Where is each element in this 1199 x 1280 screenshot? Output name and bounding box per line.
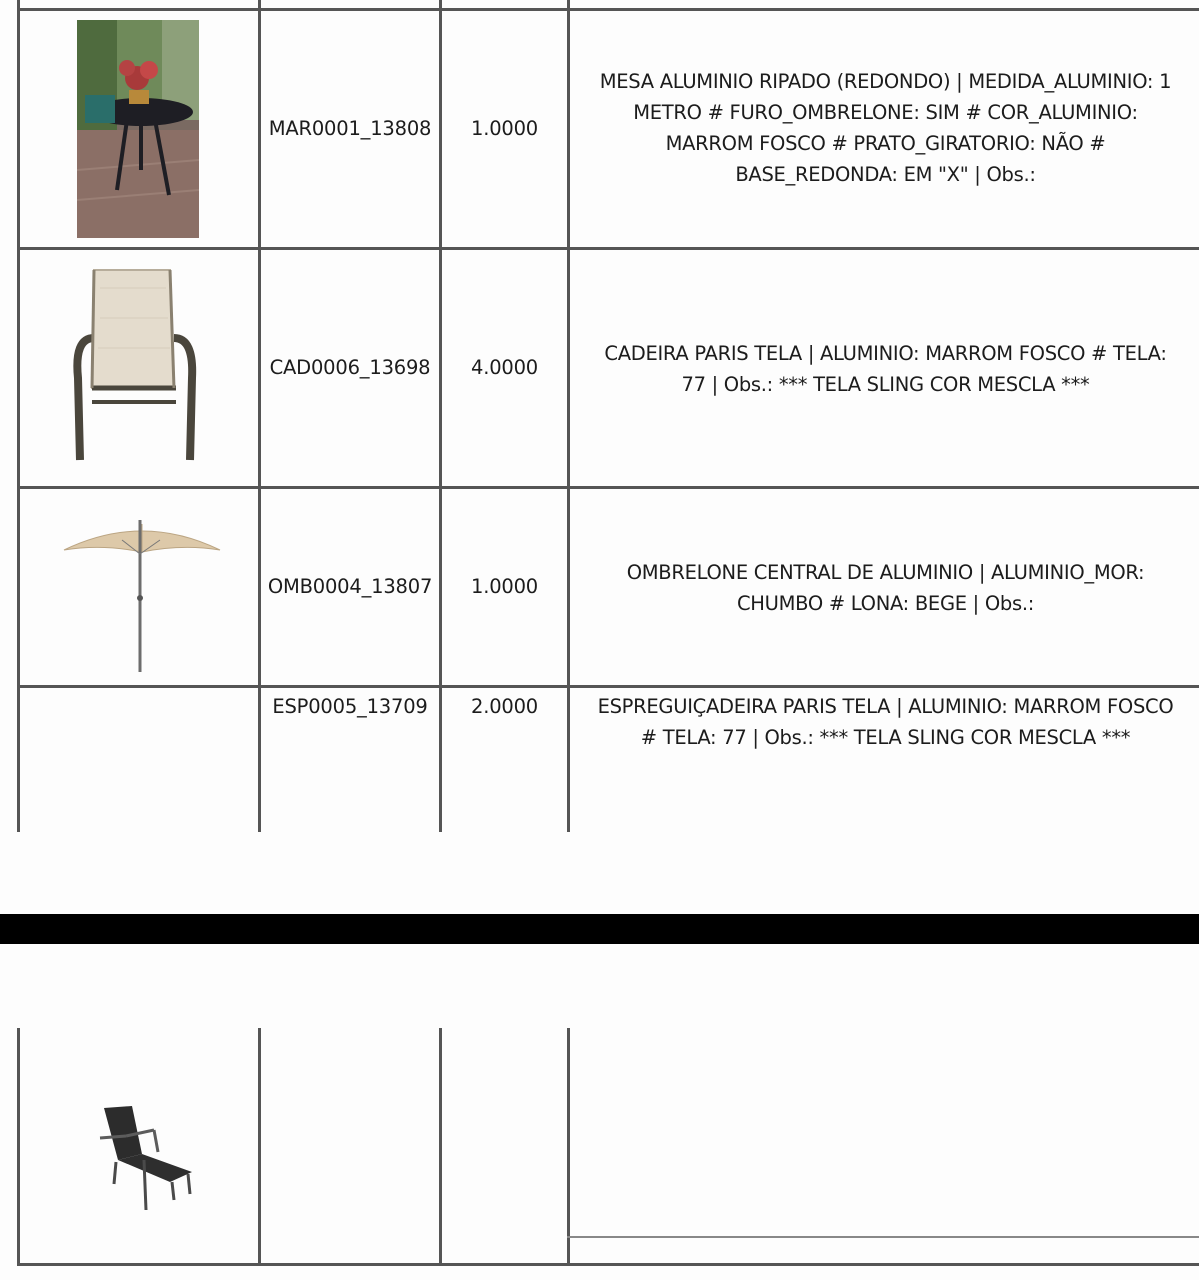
table-border [17,247,1199,250]
product-code: MAR0001_13808 [268,117,432,140]
page-gap [0,832,1199,914]
sling-chair-photo [70,268,200,464]
product-description [572,338,1199,400]
product-quantity: 1.0000 [470,117,539,140]
product-quantity: 2.0000 [470,695,539,718]
round-table-photo [77,20,199,238]
description-line: CADEIRA PARIS TELA | ALUMINIO: MARROM FOSCO # TELA: [604,342,1167,365]
table-border [17,0,20,832]
umbrella-photo [62,520,222,675]
table-border [567,1028,570,1266]
description-line: MESA ALUMINIO RIPADO (REDONDO) | MEDIDA_ALUMINIO: 1 [599,70,1172,93]
product-quantity: 1.0000 [470,575,539,598]
product-description [572,691,1199,753]
table-border [17,1028,20,1266]
description-line: 77 | Obs.: *** TELA SLING COR MESCLA *** [681,373,1090,396]
product-description [572,557,1199,619]
table-border [567,0,570,832]
table-border [17,8,1199,11]
product-quantity: 4.0000 [470,356,539,379]
product-code: ESP0005_13709 [272,695,428,718]
description-line: OMBRELONE CENTRAL DE ALUMINIO | ALUMINIO_MOR: [626,561,1145,584]
table-border [17,1263,1199,1266]
description-line: MARROM FOSCO # PRATO_GIRATORIO: NÃO # [665,132,1106,155]
table-border [17,685,1199,688]
product-code: CAD0006_13698 [269,356,431,379]
description-line: CHUMBO # LONA: BEGE | Obs.: [736,592,1035,615]
table-border [567,1236,1199,1238]
description-line: ESPREGUIÇADEIRA PARIS TELA | ALUMINIO: MARROM FOSCO [597,695,1174,718]
table-border [258,1028,261,1266]
product-code: OMB0004_13807 [267,575,433,598]
page-separator [0,914,1199,944]
description-line: # TELA: 77 | Obs.: *** TELA SLING COR MESCLA *** [640,726,1131,749]
description-line: METRO # FURO_OMBRELONE: SIM # COR_ALUMINIO: [633,101,1138,124]
table-border [439,1028,442,1266]
description-line: BASE_REDONDA: EM "X" | Obs.: [735,163,1036,186]
sun-lounger-photo [96,1102,196,1214]
product-description [572,66,1199,190]
table-border [17,486,1199,489]
